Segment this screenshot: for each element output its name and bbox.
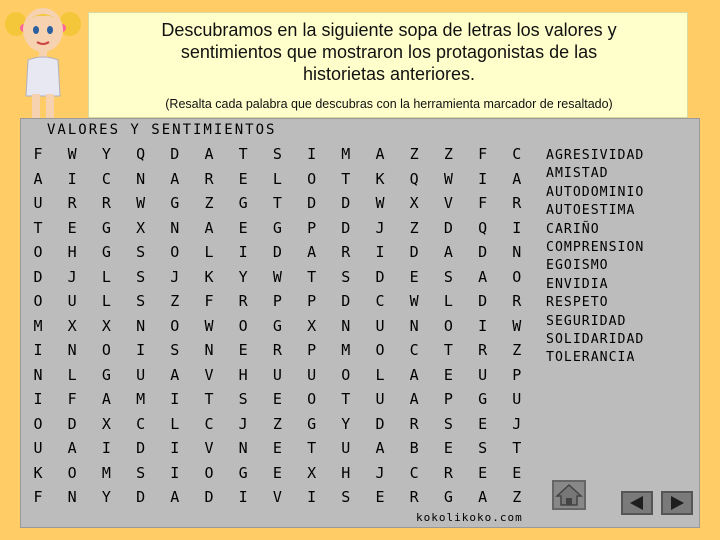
grid-letter: X — [101, 414, 111, 433]
grid-letter: O — [307, 169, 317, 188]
grid-letter: Z — [204, 194, 214, 212]
grid-letter: R — [409, 488, 419, 506]
grid-letter: S — [341, 267, 351, 286]
grid-letter: D — [170, 145, 180, 163]
grid-letter: C — [375, 292, 385, 310]
grid-letter: A — [204, 218, 214, 237]
grid-letter: U — [33, 194, 43, 212]
grid-letter: X — [136, 218, 146, 237]
grid-letter: A — [307, 243, 317, 261]
grid-letter: I — [170, 439, 180, 457]
grid-letter: F — [478, 194, 488, 212]
grid-letter: Y — [101, 145, 111, 163]
word-list-item: ENVIDIA — [546, 276, 609, 292]
grid-letter: X — [101, 316, 111, 335]
grid-letter: P — [512, 365, 522, 384]
grid-letter: Z — [512, 341, 522, 359]
grid-letter: Z — [170, 292, 180, 310]
grid-letter: A — [101, 390, 111, 408]
grid-letter: I — [170, 390, 180, 408]
grid-letter: D — [67, 414, 77, 433]
girl-character-illustration — [2, 0, 86, 120]
grid-letter: O — [170, 243, 180, 261]
grid-letter: T — [307, 267, 317, 286]
grid-letter: I — [238, 243, 248, 261]
instruction-text — [89, 19, 689, 85]
grid-letter: U — [33, 439, 43, 457]
grid-letter: E — [443, 365, 453, 384]
grid-letter: R — [67, 194, 77, 212]
grid-letter: T — [307, 439, 317, 457]
grid-letter: D — [409, 243, 419, 261]
grid-letter: E — [478, 463, 488, 482]
grid-letter: I — [101, 439, 111, 457]
arrow-left-icon — [623, 493, 651, 513]
grid-letter: P — [443, 390, 453, 408]
grid-letter: M — [33, 316, 43, 335]
grid-letter: T — [341, 169, 351, 188]
word-list — [546, 147, 644, 368]
grid-letter: T — [272, 194, 282, 212]
grid-letter: D — [272, 243, 282, 261]
grid-letter: C — [204, 414, 214, 433]
grid-letter: M — [101, 463, 111, 482]
grid-letter: I — [238, 488, 248, 506]
grid-letter: I — [170, 463, 180, 482]
grid-letter: U — [67, 292, 77, 310]
grid-letter: I — [67, 169, 77, 188]
grid-letter: O — [33, 292, 43, 310]
grid-letter: O — [512, 267, 522, 286]
home-icon — [554, 482, 584, 508]
home-button[interactable] — [552, 480, 586, 510]
instruction-box — [88, 12, 688, 118]
grid-letter: C — [136, 414, 146, 433]
grid-letter: R — [443, 463, 453, 482]
grid-letter: I — [33, 341, 43, 359]
grid-letter: H — [67, 243, 77, 261]
grid-letter: N — [136, 316, 146, 335]
grid-letter: W — [204, 316, 214, 335]
word-list-item: SEGURIDAD — [546, 313, 627, 329]
grid-letter: I — [512, 218, 522, 237]
grid-letter: F — [204, 292, 214, 310]
grid-letter: S — [136, 267, 146, 286]
grid-letter: A — [170, 365, 180, 384]
grid-letter: T — [238, 145, 248, 163]
grid-letter: G — [272, 218, 282, 237]
grid-letter: F — [33, 488, 43, 506]
grid-letter: A — [170, 488, 180, 506]
grid-letter: T — [33, 218, 43, 237]
grid-letter: T — [341, 390, 351, 408]
instruction-line: sentimientos que mostraron los protagonistas de las — [180, 42, 598, 62]
grid-letter: O — [307, 390, 317, 408]
grid-letter: N — [170, 218, 180, 237]
grid-letter: V — [443, 194, 453, 212]
word-list-item: COMPRENSION — [546, 240, 645, 256]
grid-letter: S — [136, 243, 146, 261]
grid-letter: L — [67, 365, 77, 384]
grid-letter: L — [101, 292, 111, 310]
instruction-note: (Resalta cada palabra que descubras con la herramienta marcador de resaltado) — [165, 97, 613, 111]
grid-letter: F — [67, 390, 77, 408]
grid-letter: D — [136, 488, 146, 506]
grid-letter: G — [170, 194, 180, 212]
grid-letter: O — [67, 463, 77, 482]
grid-letter: P — [272, 292, 282, 310]
grid-letter: A — [443, 243, 453, 261]
grid-letter: A — [409, 390, 419, 408]
grid-letter: T — [204, 390, 214, 408]
grid-letter: U — [136, 365, 146, 384]
grid-letter: R — [341, 243, 351, 261]
grid-letter: S — [238, 390, 248, 408]
grid-letter: U — [341, 439, 351, 457]
grid-letter: W — [409, 292, 419, 310]
word-list-item: AGRESIVIDAD — [546, 148, 645, 163]
grid-letter: S — [170, 341, 180, 359]
grid-letter: C — [512, 145, 522, 163]
grid-letter: G — [478, 390, 488, 408]
grid-letter: Q — [136, 145, 146, 163]
grid-letter: D — [204, 488, 214, 506]
grid-letter: A — [67, 439, 77, 457]
instruction-line: historietas anteriores. — [302, 64, 476, 84]
grid-letter: R — [272, 341, 282, 359]
grid-letter: S — [443, 414, 453, 433]
grid-letter: C — [409, 463, 419, 482]
grid-letter: P — [307, 341, 317, 359]
grid-letter: K — [375, 169, 385, 188]
grid-letter: A — [478, 267, 488, 286]
word-list-item: CARIÑO — [546, 221, 600, 237]
grid-letter: U — [512, 390, 522, 408]
grid-letter: E — [443, 439, 453, 457]
grid-letter: N — [67, 488, 77, 506]
grid-letter: D — [375, 414, 385, 433]
grid-letter: Z — [272, 414, 282, 433]
grid-letter: T — [443, 341, 453, 359]
grid-letter: N — [238, 439, 248, 457]
grid-letter: O — [33, 414, 43, 433]
grid-letter: Z — [409, 218, 419, 237]
puzzle-title: VALORES Y SENTIMIENTOS — [47, 122, 277, 138]
grid-letter: X — [409, 194, 419, 212]
grid-letter: K — [33, 463, 43, 482]
grid-letter: E — [238, 169, 248, 188]
grid-letter: E — [512, 463, 522, 482]
grid-letter: A — [170, 169, 180, 188]
grid-letter: Z — [409, 145, 419, 163]
grid-letter: M — [341, 341, 351, 359]
grid-letter: A — [204, 145, 214, 163]
grid-letter: D — [341, 218, 351, 237]
grid-letter: V — [272, 488, 282, 506]
grid-letter: R — [101, 194, 111, 212]
grid-letter: S — [136, 292, 146, 310]
grid-letter: D — [375, 267, 385, 286]
grid-letter: O — [341, 365, 351, 384]
grid-letter: W — [375, 194, 385, 212]
word-list-item: AUTODOMINIO — [546, 184, 645, 200]
grid-letter: F — [33, 145, 43, 163]
grid-letter: E — [272, 439, 282, 457]
word-list-item: TOLERANCIA — [546, 350, 636, 366]
grid-letter: N — [204, 341, 214, 359]
grid-letter: G — [238, 194, 248, 212]
grid-letter: D — [136, 439, 146, 457]
word-search-panel — [20, 118, 700, 528]
grid-letter: R — [409, 414, 419, 433]
grid-letter: K — [204, 267, 214, 286]
next-button[interactable] — [661, 491, 693, 515]
grid-letter: U — [272, 365, 282, 384]
grid-letter: R — [238, 292, 248, 310]
grid-letter: X — [307, 463, 317, 482]
grid-letter: L — [443, 292, 453, 310]
grid-letter: E — [375, 488, 385, 506]
site-credit: kokolikoko.com — [416, 511, 523, 524]
grid-letter: G — [101, 218, 111, 237]
grid-letter: E — [409, 267, 419, 286]
grid-letter: U — [375, 316, 385, 335]
grid-letter: D — [478, 243, 488, 261]
grid-letter: L — [101, 267, 111, 286]
word-list-item: RESPETO — [546, 295, 609, 311]
grid-letter: A — [375, 439, 385, 457]
grid-letter: U — [478, 365, 488, 384]
grid-letter: M — [341, 145, 351, 163]
grid-letter: S — [478, 439, 488, 457]
grid-letter: I — [375, 243, 385, 261]
grid-letter: M — [136, 390, 146, 408]
grid-letter: H — [341, 463, 351, 482]
grid-letter: Y — [238, 267, 248, 286]
grid-letter: Y — [341, 414, 351, 433]
grid-letter: W — [443, 169, 453, 188]
grid-letter: A — [375, 145, 385, 163]
grid-letter: V — [204, 365, 214, 384]
grid-letter: D — [307, 194, 317, 212]
grid-letter: X — [67, 316, 77, 335]
grid-letter: J — [512, 414, 522, 433]
grid-letter: U — [307, 365, 317, 384]
word-list-item: AUTOESTIMA — [546, 203, 636, 219]
grid-letter: D — [478, 292, 488, 310]
grid-letter: G — [238, 463, 248, 482]
grid-letter: R — [512, 292, 522, 310]
grid-letter: G — [272, 316, 282, 335]
grid-letter: W — [67, 145, 77, 163]
grid-letter: O — [101, 341, 111, 359]
grid-letter: Y — [101, 488, 111, 506]
grid-letter: E — [272, 390, 282, 408]
grid-letter: R — [478, 341, 488, 359]
grid-letter: D — [341, 194, 351, 212]
grid-letter: N — [67, 341, 77, 359]
grid-letter: W — [272, 267, 282, 286]
previous-button[interactable] — [621, 491, 653, 515]
grid-letter: H — [238, 365, 248, 384]
grid-letter: C — [101, 169, 111, 188]
grid-letter: J — [375, 218, 385, 237]
grid-letter: O — [238, 316, 248, 335]
grid-letter: D — [443, 218, 453, 237]
grid-letter: N — [512, 243, 522, 261]
grid-letter: G — [101, 243, 111, 261]
grid-letter: J — [67, 267, 77, 286]
word-list-item: EGOISMO — [546, 258, 609, 274]
grid-letter: Z — [512, 488, 522, 506]
grid-letter: O — [375, 341, 385, 359]
grid-letter: W — [136, 194, 146, 212]
grid-letter: D — [341, 292, 351, 310]
grid-letter: J — [170, 267, 180, 286]
grid-letter: N — [409, 316, 419, 335]
grid-letter: S — [136, 463, 146, 482]
grid-letter: E — [238, 218, 248, 237]
grid-letter: S — [272, 145, 282, 163]
grid-letter: V — [204, 439, 214, 457]
grid-letter: X — [307, 316, 317, 335]
grid-letter: O — [170, 316, 180, 335]
grid-letter: C — [409, 341, 419, 359]
grid-letter: I — [33, 390, 43, 408]
grid-letter: O — [204, 463, 214, 482]
word-list-item: SOLIDARIDAD — [546, 332, 645, 348]
grid-letter: E — [272, 463, 282, 482]
word-list-item: AMISTAD — [546, 166, 609, 182]
grid-letter: Z — [443, 145, 453, 163]
grid-letter: L — [375, 365, 385, 384]
grid-letter: B — [409, 439, 419, 457]
grid-letter: A — [512, 169, 522, 188]
grid-letter: I — [478, 169, 488, 188]
grid-letter: R — [512, 194, 522, 212]
grid-letter: O — [33, 243, 43, 261]
grid-letter: I — [478, 316, 488, 335]
grid-letter: N — [33, 365, 43, 384]
grid-letter: W — [512, 316, 522, 335]
grid-letter: O — [443, 316, 453, 335]
grid-letter: G — [101, 365, 111, 384]
grid-letter: J — [375, 463, 385, 482]
grid-letter: E — [238, 341, 248, 359]
instruction-line: Descubramos en la siguiente sopa de letras los valores y — [161, 20, 617, 40]
grid-letter: L — [272, 169, 282, 188]
grid-letter: I — [136, 341, 146, 359]
grid-letter: S — [341, 488, 351, 506]
grid-letter: U — [375, 390, 385, 408]
grid-letter: D — [33, 267, 43, 286]
grid-letter: S — [443, 267, 453, 286]
grid-letter: F — [478, 145, 488, 163]
grid-letter: N — [341, 316, 351, 335]
grid-letter: G — [443, 488, 453, 506]
grid-letter: G — [307, 414, 317, 433]
grid-letter: Q — [478, 218, 488, 237]
grid-letter: Q — [409, 169, 419, 188]
grid-letter: L — [204, 243, 214, 261]
grid-letter: E — [478, 414, 488, 433]
grid-letter: T — [512, 439, 522, 457]
grid-letter: A — [409, 365, 419, 384]
grid-letter: E — [67, 218, 77, 237]
grid-letter: A — [478, 488, 488, 506]
grid-letter: J — [238, 414, 248, 433]
grid-letter: L — [170, 414, 180, 433]
grid-letter: P — [307, 292, 317, 310]
grid-letter: N — [136, 169, 146, 188]
arrow-right-icon — [663, 493, 691, 513]
grid-letter: P — [307, 218, 317, 237]
grid-letter: I — [307, 145, 317, 163]
grid-letter: A — [33, 169, 43, 188]
grid-letter: R — [204, 169, 214, 188]
grid-letter: I — [307, 488, 317, 506]
